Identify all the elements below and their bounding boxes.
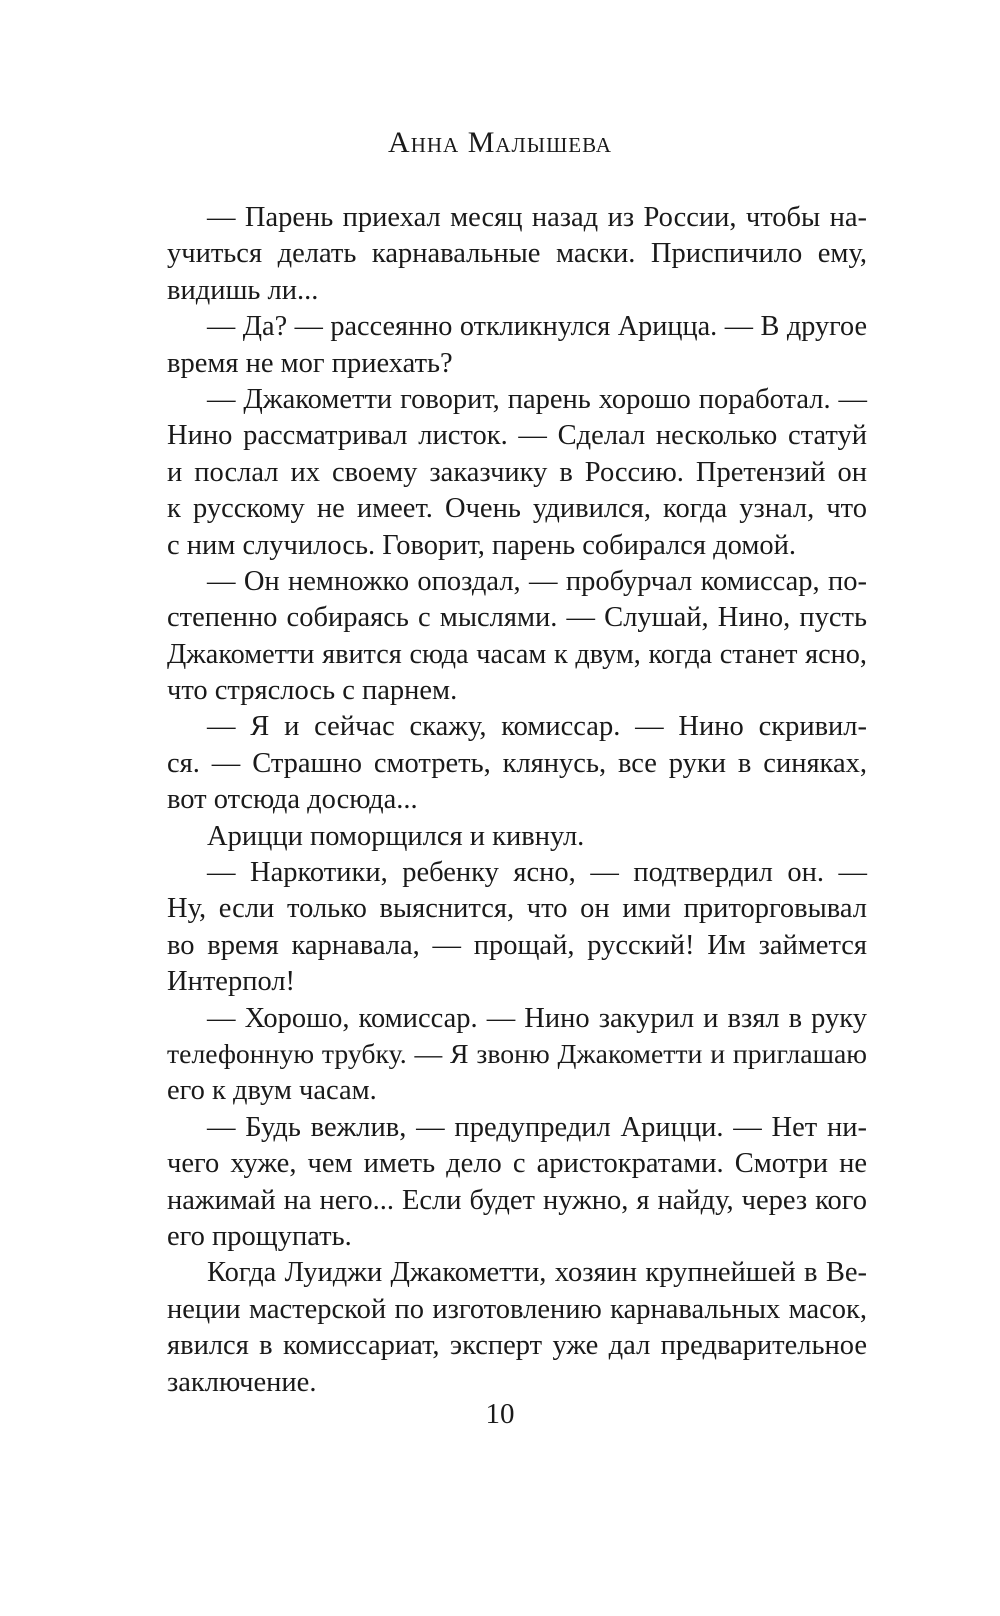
text-line: с ним случилось. Говорит, парень собирался домой. xyxy=(167,529,796,561)
text-line: — Да? — рассеянно откликнулся Арицца. — В другое xyxy=(207,311,867,343)
text-line: телефонную трубку. — Я звоню Джакометти и приглашаю xyxy=(167,1038,867,1070)
text-line: Ну, если только выяснится, что он ими приторговывал xyxy=(167,893,867,925)
text-line: и послал их своему заказчику в Россию. Претензий он xyxy=(167,456,867,488)
text-line: — Наркотики, ребенку ясно, — подтвердил он. — xyxy=(207,857,867,889)
text-line: что стряслось с парнем. xyxy=(167,675,458,707)
text-line: видишь ли... xyxy=(167,274,319,306)
page-number: 10 xyxy=(485,1398,515,1430)
text-line: к русскому не имеет. Очень удивился, когда узнал, что xyxy=(167,493,867,525)
text-line: чего хуже, чем иметь дело с аристократами. Смотри не xyxy=(167,1148,867,1180)
text-line: время не мог приехать? xyxy=(167,347,453,379)
text-line: — Парень приехал месяц назад из России, чтобы на- xyxy=(207,202,867,233)
text-line: — Я и сейчас скажу, комиссар. — Нино скривил- xyxy=(207,711,867,743)
text-line: учиться делать карнавальные маски. Приспичило ему, xyxy=(167,238,867,270)
text-line: Интерпол! xyxy=(167,966,296,998)
body-text xyxy=(167,200,867,1401)
text-line: степенно собираясь с мыслями. — Слушай, Нино, пусть xyxy=(167,602,867,634)
text-line: его к двум часам. xyxy=(167,1075,377,1107)
text-line: — Хорошо, комиссар. — Нино закурил и взял в руку xyxy=(207,1002,867,1034)
text-line: Нино рассматривал листок. — Сделал несколько статуй xyxy=(167,420,867,452)
text-line: его прощупать. xyxy=(167,1220,352,1252)
text-line: нажимай на него... Если будет нужно, я найду, через кого xyxy=(167,1184,867,1216)
text-line: во время карнавала, — прощай, русский! Им займется xyxy=(167,929,867,961)
text-line: Когда Луиджи Джакометти, хозяин крупнейшей в Ве- xyxy=(207,1257,867,1289)
text-line: заключение. xyxy=(167,1366,317,1398)
text-line: вот отсюда досюда... xyxy=(167,784,418,816)
text-line: неции мастерской по изготовлению карнавальных масок, xyxy=(167,1293,867,1325)
text-line: — Джакометти говорит, парень хорошо поработал. — xyxy=(207,383,867,415)
text-line: Джакометти явится сюда часам к двум, когда станет ясно, xyxy=(167,638,867,670)
text-line: Арицци поморщился и кивнул. xyxy=(207,820,585,852)
text-line: — Будь вежлив, — предупредил Арицци. — Нет ни- xyxy=(207,1111,867,1143)
text-line: ся. — Страшно смотреть, клянусь, все руки в синяках, xyxy=(167,747,867,779)
text-line: явился в комиссариат, эксперт уже дал предварительное xyxy=(167,1330,867,1362)
running-header-author: Анна Малышева xyxy=(388,126,612,159)
text-line: — Он немножко опоздал, — пробурчал комиссар, по- xyxy=(207,565,867,597)
